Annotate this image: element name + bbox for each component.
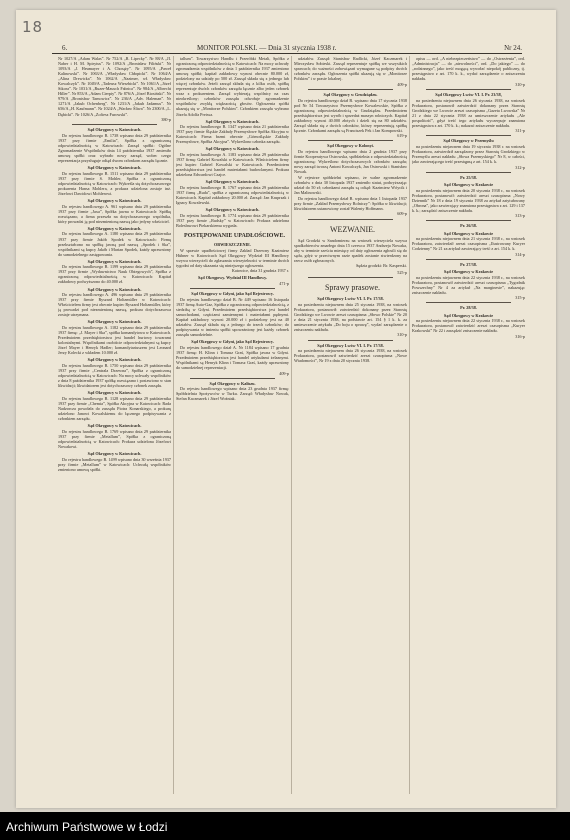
notice-heading: Pr. 26/38. bbox=[460, 223, 477, 229]
notice-paragraph: W sprawie upadłościowej firmy Zakład Drzewny Kazimierz Hübner w Katowicach Sąd Okręgowy Wydział III Handlowy wzywa wierzycieli do zgłaszania wierzytelności w terminie dwóch tygodni od daty ukazania się niniejszego ogłoszenia. bbox=[176, 247, 289, 268]
notice-reference: 314-p bbox=[515, 251, 525, 257]
notice-paragraph: Do rejestru handlowego A. 1182 wpisano dnia 29 października 1937 firmę: „J. Mayer i Ska”, spółka komandytowa w Katowicach. Przedmiotem przedsiębiorstwa jest handel hurtowy towarami kolonialnymi. Wspólnikami osobiście odpowiedzialnymi są kupcy Józef Mayer i Henryk Hadler; komandytariuszem jest Leonard Jerzy Kolecki z wkładem 10.000 zł. bbox=[58, 325, 171, 356]
notice-heading: Pr. 28/38. bbox=[460, 305, 477, 311]
notice-heading: Sąd Okręgowy w Grudziądzu. bbox=[323, 91, 378, 97]
header-page-number: 6. bbox=[62, 44, 68, 52]
notice-paragraph: Do rejestru handlowego B. 1750 wpisano dnia 29 października 1937 przy firmie „Centrala Drzewna”, Spółka z ograniczoną odpowiedzialnością w Katowicach: Na mocy uchwały wspólników z dnia 8 października 1937 spółkę rozwiązano i postawiono w stan likwidacji; likwidatorem jest dotychczasowy członek zarządu. bbox=[58, 362, 171, 389]
notice-paragraph: Do rejestru handlowego dział B. wpisano dnia 17 stycznia 1938 pod Nr 54 Towarzystwo Przemysłowe Kowalewskie, Spółka z ograniczoną odpowiedzialnością w Grudziądzu. Przedmiotem przedsiębiorstwa jest wyrób i sprzedaż maszyn rolniczych. Kapitał zakładowy wynosi 40.000 złotych i dzieli się na 80 udziałów. Zarząd składa się z dwóch członków, którzy reprezentują spółkę łącznie. Członkami zarządu są Franciszek Pek i Jan Kompowski. bbox=[294, 97, 407, 133]
header-title: MONITOR POLSKI. — Dnia 31 stycznia 1938 r. bbox=[197, 44, 337, 52]
notice-reference: 313-p bbox=[515, 213, 525, 219]
notice-paragraph: Do rejestru handlowego dział B. Nr 449 wpisano 16 listopada 1937 firmę Auto-Gaz, Spółka z ograniczoną odpowiedzialnością, z siedzibą w Gdyni. Przedmiotem przedsiębiorstwa jest handel samochodami, częściami zamiennymi i materiałami pędnymi. Kapitał zakładowy wynosi 20.000 zł i podzielony jest na 40 udziałów. Zarząd składa się z jednego do trzech członków; do podpisywania w imieniu spółki upoważniony jest każdy członek zarządu samodzielnie. bbox=[176, 296, 289, 337]
archive-footer-label: Archiwum Państwowe w Łodzi bbox=[6, 820, 168, 834]
notice-heading: Sąd Okręgowy w Katowicach. bbox=[87, 423, 142, 429]
notice-heading: Sąd Okręgowy. Wydział III Handlowy. bbox=[197, 275, 268, 281]
notice-paragraph: Do rejestru handlowego wpisano dnia 2 grudnia 1937 przy firmie Kooperatywa Ostrowska, spółdzielnia z odpowiedzialnością ograniczoną: Wykreślono dotychczasowych członków zarządu; nowy zarząd tworzą Antoni Kowalczyk, Jan Ostrowski i Stanisław Nowak. bbox=[294, 149, 407, 175]
header-rule bbox=[52, 53, 522, 54]
section-title: Sprawy prasowe. bbox=[324, 282, 381, 292]
notice-reference: 310-p bbox=[515, 81, 525, 87]
notice-reference: 380-p bbox=[161, 117, 171, 123]
notice-reference: Katowice, dnia 31 grudnia 1937 r. bbox=[231, 268, 289, 274]
notice-separator bbox=[308, 89, 393, 90]
notice-heading: Sąd Okręgowy w Katowicach. bbox=[205, 118, 260, 124]
notice-paragraph: udziałów. Zarząd: Stanisław Radlicki, Józef Kaczmarek i Mieczysław Sobieski. Zarząd reprezentuje spółkę we wszystkich sprawach; do ważności zobowiązań wymagane są podpisy dwóch członków zarządu. Ogłoszenia spółki ukazują się w „Monitorze Polskim” i w prasie lokalnej. bbox=[294, 56, 407, 82]
notice-paragraph: Do rejestru handlowego A. 961 wpisano dnia 29 października 1937 przy firmie „Jaxa”, Spółka jawna w Katowicach: Spółkę rozwiązano, a firma przeszła na dotychczasowego wspólnika, który prowadzi ją pod niezmienioną nazwą jako jedyny właściciel. bbox=[58, 203, 171, 224]
archive-footer-bar bbox=[0, 812, 570, 840]
notice-separator bbox=[190, 378, 275, 379]
notice-reference: 409-p bbox=[397, 81, 407, 87]
notice-reference: 316-p bbox=[515, 333, 525, 339]
text-column-2 bbox=[176, 56, 289, 794]
notice-heading: Sąd Okręgowy w Katowicach. bbox=[87, 390, 142, 396]
text-column-3 bbox=[294, 56, 407, 794]
notice-paragraph: na posiedzeniu niejawnem dnia 21 stycznia 1938 r., na wniosek Prokuratora, zatwierdził areszt czasopisma „Ilustrowany Kuryer Codzienny” Nr 21 za artykuł zawierający treść z art. 154 k. k. bbox=[412, 236, 525, 252]
notice-separator bbox=[190, 288, 275, 289]
notice-separator bbox=[308, 340, 393, 341]
notice-heading: Sąd Okręgowy w Katowicach. bbox=[87, 127, 142, 133]
section-subtitle: POSTĘPOWANIE UPADŁOŚCIOWE. bbox=[184, 232, 285, 239]
notice-heading: Sąd Okręgowy Lwów VI. I. Pr. 17/38. bbox=[317, 342, 384, 348]
notice-heading: Sąd Okręgowy w Krakowie bbox=[443, 230, 494, 236]
notice-heading: Sąd Okręgowy w Katowicach. bbox=[87, 198, 142, 203]
text-column-4 bbox=[412, 56, 525, 794]
notice-reference: 525-p bbox=[397, 269, 407, 275]
notice-heading: Sąd Okręgowy w Przemyślu bbox=[443, 138, 494, 144]
notice-heading: Sąd Okręgowy w Kolonyi. bbox=[327, 143, 374, 149]
notice-reference: 312-p bbox=[515, 164, 525, 170]
notice-separator bbox=[426, 259, 511, 260]
text-column-1 bbox=[58, 56, 171, 794]
notice-separator bbox=[426, 302, 511, 303]
notice-reference: 315-p bbox=[515, 295, 525, 301]
notice-heading: Sąd Okręgowy w Kaliszu. bbox=[209, 380, 256, 386]
notice-paragraph: Do rejestru handlowego B. 1128 wpisano dnia 29 października 1937 przy firmie „Chemia”, Spółka Akcyjna w Katowicach: Rada Nadzorcza powołała do zarządu Piotra Konarskiego, a prokurę udzielono Janowi Kowalskiemu do łącznego podpisywania z członkiem zarządu. bbox=[58, 395, 171, 422]
notice-heading: Pr. 25/38. bbox=[460, 174, 477, 180]
notice-heading: Sąd Okręgowy w Katowicach. bbox=[87, 450, 142, 456]
notice-paragraph: Do rejestru handlowego B. 1774 wpisano dnia 29 października 1937 przy firmie „Rudsky” w Katowicach: Prokura udzielona Bolesławowi Piekarskiemu wygasła. bbox=[176, 212, 289, 228]
notice-heading: Sąd Okręgowy w Katowicach. bbox=[87, 319, 142, 325]
notice-reference: 409-p bbox=[279, 370, 289, 376]
notice-heading: Sąd Okręgowy w Katowicach. bbox=[87, 286, 142, 292]
notice-paragraph: Do rejestru handlowego A. 1183 wpisano dnia 29 października 1937 firmę: Gabriel Kowalski w Katowicach. Właścicielem firmy jest kupiec Gabriel Kowalski w Katowicach. Przedmiotem przedsiębiorstwa jest handel materiałami budowlanymi. Prokura udzielona Edwardowi Czajce. bbox=[176, 152, 289, 178]
notice-heading: Sąd Okręgowy w Krakowie bbox=[443, 312, 494, 318]
notice-paragraph: Do rejestru handlowego wpisano dnia 23 grudnia 1937 firmę: Spółdzielnia Spożywców w Turku. Zarząd: Władysław Nowak, Stefan Kaczmarek i Józef Woźniak. bbox=[176, 386, 289, 402]
notice-heading: Sąd Okręgowy w Gdyni, jako Sąd Rejestrowy. bbox=[191, 339, 274, 345]
notice-paragraph: Do rejestru handlowego B. 1347 wpisano dnia 21 października 1937 przy firmie Śląskie Zakłady Przemysłowe Spółka Akcyjna w Katowicach: Firma brzmi obecnie „Górnośląskie Zakłady Przemysłowe, Spółka Akcyjna”. Wykreślono członka zarządu. bbox=[176, 124, 289, 145]
notice-reference: 311-p bbox=[515, 128, 525, 134]
notice-heading: OBWIESZCZENIE. bbox=[214, 241, 251, 247]
notice-heading: Sąd Okręgowy Lwów VI. I. Pr. 17/38. bbox=[317, 295, 384, 301]
notice-reference: 310-p bbox=[397, 332, 407, 338]
notice-heading: Sąd Okręgowy Lwów VI. I. Pr. 23/38, bbox=[435, 91, 502, 97]
notice-separator bbox=[72, 124, 157, 125]
notice-heading: Sąd Okręgowy w Katowicach. bbox=[205, 207, 260, 213]
column-divider bbox=[173, 56, 174, 794]
notice-reference: Sędzia grodzki: Br. Kasperski. bbox=[355, 263, 407, 269]
notice-separator bbox=[308, 277, 393, 278]
notice-paragraph: W rejestrze spółdzielni wpisano, że walne zgromadzenie członków z dnia 30 listopada 1937 zmieniło statut, podwyższając udział do 50 zł; członkami zarządu są odtąd: Kazimierz Wóycik i Jan Malinowski. bbox=[294, 174, 407, 196]
header-issue-number: Nr 24. bbox=[504, 44, 522, 52]
notice-separator bbox=[426, 172, 511, 173]
notice-heading: Sąd Okręgowy w Katowicach. bbox=[87, 357, 142, 363]
notice-heading: Sąd Okręgowy w Katowicach. bbox=[87, 258, 142, 264]
notice-paragraph: na posiedzeniu niejawnem dnia 25 stycznia 1938, na wniosek Prokuratora, postanowił: zatwierdzić dokonany przez Starostę Grodzkiego we Lwowie areszt czasopisma „Słowo Polskie” Nr 20 z dnia 21 stycznia 1938, na podstawie art. 154 § 1 k. k. za umieszczenie artykułu „Do boju o sprawę”, wydać zarządzenie o zniszczeniu nakładu. bbox=[294, 301, 407, 332]
notice-paragraph: Do rejestru handlowego B. 1769 wpisano dnia 29 października 1937 przy firmie „Metallum”, Spółka z ograniczoną odpowiedzialnością w Katowicach: Prokura udzielona Józefowi Nowakowi. bbox=[58, 428, 171, 449]
notice-paragraph: Do rejestru handlowego B. 1199 wpisano dnia 29 października 1937 przy firmie „Wydawnictwo Nauk Obiegowych”, Spółka z ograniczoną odpowiedzialnością w Katowicach: Kapitał zakładowy podwyższono do 40.000 zł. bbox=[58, 264, 171, 285]
notice-paragraph: na posiedzeniu niejawnem dnia 19 stycznia 1938 r. na wniosek Prokuratora, zatwierdził zarządzony przez Starostę Grodzkiego w Przemyślu areszt nakładu „Słowa Przemyskiego” Nr 8, w całości, jako zawierającego treść przestępną z art. 154 k. k. bbox=[412, 144, 525, 165]
notice-paragraph: Do rejestru handlowego dział A. Nr 1184 wpisano 17 grudnia 1937 firmę: H. Klinn i Tomasz Graś, Spółka jawna w Gdyni. Przedmiotem przedsiębiorstwa jest handel artykułami żelaznymi. Wspólnikami są Henryk Klinn i Tomasz Graś, każdy uprawniony do samodzielnej reprezentacji. bbox=[176, 344, 289, 370]
notice-separator bbox=[426, 220, 511, 221]
notice-heading: Sąd Okręgowy w Katowicach. bbox=[87, 225, 142, 231]
notice-paragraph: tallum”. Towarzystwo Handlu i Przeróbki Metali, Spółka z ograniczoną odpowiedzialnością w Katowicach: Na mocy uchwały zgromadzenia wspólników z dnia 1 października 1937 zmieniono umowę spółki; kapitał zakładowy wynosi obecnie 80.000 zł, podzielony na udziały po 500 zł. Zarząd składa się z jednego lub więcej członków. Jeżeli zarząd składa się z kilku osób, spółkę reprezentuje dwóch członków zarządu łącznie albo jeden członek wraz z prokurentem. Zarząd wybierają wspólnicy na czas nieokreślony; członków zarządu odwołuje zgromadzenie wspólników zwykłą większością głosów. Ogłoszenia spółki ukazują się w „Monitorze Polskim”. Członkiem zarządu wybrano Józefa Adolfa Preissa. bbox=[176, 56, 289, 117]
notice-separator bbox=[426, 135, 511, 136]
notice-separator bbox=[426, 89, 511, 90]
notice-heading: Sąd Okręgowy w Gdyni, jako Sąd Rejestrowy. bbox=[191, 291, 274, 297]
notice-paragraph: Do rejestru handlowego A. 496 wpisano dnia 29 października 1937 przy firmie Ryszard Holtzmüller w Katowicach: Właścicielem firmy jest obecnie kupiec Ryszard Holtzmüller, który ją prowadzi pod niezmienioną nazwą, prokura dotychczasowa zostaje utrzymana. bbox=[58, 292, 171, 318]
section-title: WEZWANIE. bbox=[329, 224, 376, 234]
notice-paragraph: na posiedzeniu niejawnem dnia 26 stycznia 1938, na wniosek Prokuratora, postanowił zatwierdzić areszt czasopisma „Nowe Wiadomości”, Nr 19 z dnia 20 stycznia 1938. bbox=[294, 348, 407, 364]
notice-paragraph: Do rejestru handlowego dział B. wpisano dnia 1 listopada 1937 przy firmie „Zakład Przemysłowy Rolniczy”: Spółka w likwidacji; likwidatorem ustanowiony został Walenty Hoffmann. bbox=[294, 195, 407, 211]
notice-paragraph: na posiedzeniu niejawnem dnia 26 stycznia 1938, na wniosek Prokuratora, postanowił zatwierdzić dokonany przez Starostę Grodzkiego we Lwowie areszt czasopisma „Gazeta Lwowska” Nr 21 z dnia 22 stycznia 1938 za umieszczenie artykułu „Ale pospolitość”, gdyż treść tego artykułu wyczerpuje znamiona przestępstwa z art. 170 k. k.; nakazać zniszczenie nakładu. bbox=[412, 97, 525, 128]
notice-paragraph: na posiedzeniu niejawnem dnia 22 stycznia 1938 r., na wniosek Prokuratora, postanowił zatwierdzić areszt czasopisma „Kuryer Krakowski” Nr 22 i zarządzić zniszczenie nakładu. bbox=[412, 318, 525, 334]
notice-heading: Sąd Okręgowy w Katowicach. bbox=[205, 179, 260, 185]
notice-paragraph: Do rejestru handlowego B. 1499 wpisano dnia 30 września 1937 przy firmie „Metallum” w Katowicach: Uchwałą wspólników zmieniono umowę spółki. bbox=[58, 456, 171, 472]
notice-paragraph: Do rejestru handlowego A. 1180 wpisano dnia 29 października 1937 przy firmie Jakób Spodek w Katowicach: Firmę przekształcono na spółkę jawną pod nazwą „Spodek i Ska”, wspólnikami są kupcy Jakób i Marian Spodek, każdy uprawniony do samodzielnego zastępowania. bbox=[58, 231, 171, 257]
notice-paragraph: Do rejestru handlowego B. 1767 wpisano dnia 29 października 1937 firmę „Ruda”, spółka z ograniczoną odpowiedzialnością w Katowicach. Kapitał zakładowy 20.000 zł. Zarząd: Jan Kasprzak i Ignacy Kowalewski. bbox=[176, 184, 289, 206]
firm-list: Nr 1027/A „Adam Walas”. Nr 752/A „R. Lipecky”. Nr 88/A „JI. Naber i H. M. Spirytus”. Nr 1092/A „Bronisław Filiński”. Nr 1093/A „J. Heumayer i A. Chorąży”. Nr 1095/A „Paweł Kalinowski”. Nr 1063/A „Władysław Chłopicki”. Nr 1064/A „Alina Drewicka”. Nr 1062/A „Nazimer, wł. Władysław Kowalczyk”. Nr 1049/A „Tadeusz Wierzbicki”. Nr 1061/A „Józef Sikora”. Nr 1031/A „Ruzer-Mausch Fabrica”. Nr 984/A „Albrecht Hiller”. Nr 853/A „Adam Cierpiy”. Nr 876/A „Józef Biosiński”. Nr 979/A „Bronisław Tarnowicz”. Nr 236/A „Adv. Haleman”. Nr 1271/A „Jakub Ochenberg”. Nr 1231/A „Jakub Jadamus”. Nr 656/A „H. Kaufmann”. Nr 1024/A „Wacław Śliwa”. Nr 2300/A „L. Dębicki”. Nr 1026/A „Zofiesz Furowski”. bbox=[58, 56, 171, 117]
notice-heading: Sąd Okręgowy w Katowicach. bbox=[205, 146, 260, 152]
notice-reference: 609-p bbox=[397, 211, 407, 217]
notice-paragraph: na posiedzeniu niejawnem dnia 22 stycznia 1938 r., na wniosek Prokuratora, postanowił zatwierdzić areszt czasopisma „Tygodnik Powszechny” Nr 4 za artykuł „Na marginesie”, nakazując zniszczenie nakładu. bbox=[412, 274, 525, 295]
column-divider bbox=[409, 56, 410, 794]
notice-paragraph: Sąd Grodzki w Sandomierzu na wniosek wierzyciela wzywa spadkobierców zmarłego dnia 15 czerwca 1937 Andrzeja Nowaka, aby w terminie sześciu miesięcy od daty ogłoszenia zgłosili się do sądu, gdyż w przeciwnym razie spadek zostanie stwierdzony na rzecz osób zgłoszonych. bbox=[294, 237, 407, 263]
column-divider bbox=[291, 56, 292, 794]
notice-paragraph: Do rejestru handlowego B. 1511 wpisano dnia 29 października 1937 przy firmie S. Mohler, Spółka z ograniczoną odpowiedzialnością w Katowicach: Wykreśla się dotychczasowego prokurenta Hansa Mohlera, a prokura udzielona zostaje inż. Józefowi Dawidowi Mohlerowi. bbox=[58, 170, 171, 196]
notice-separator bbox=[308, 219, 393, 220]
notice-heading: Sąd Okręgowy w Krakowie bbox=[443, 181, 494, 187]
notice-reference: 619-p bbox=[397, 133, 407, 139]
notice-heading: Sąd Okręgowy w Krakowie bbox=[443, 268, 494, 274]
notice-paragraph: opisu — ord. „A niebezpieczeństwo” — do „Ostrzeżenia”, ord. „Administracja” — do „niewolności”, ord. „Do jakiego” — do „rodzinnego”, jako treść mogącą wywołać niepokój publiczny, tj. przestępstwo z art. 170 k. k., wydać zarządzenie o zniszczeniu nakładu. bbox=[412, 56, 525, 82]
pencil-page-mark: 18 bbox=[22, 18, 44, 36]
notice-separator bbox=[308, 140, 393, 141]
notice-heading: Sąd Okręgowy w Katowicach. bbox=[87, 165, 142, 171]
notice-reference: 471-p bbox=[279, 280, 289, 286]
notice-paragraph: na posiedzeniu niejawnem dnia 20 stycznia 1938 r., na wniosek Prokuratora, postanowił: zatwierdzić areszt czasopisma „Nowy Dziennik” Nr 18 z dnia 19 stycznia 1938 za artykuł zatytułowany „Obrona”, jako zawierający znamiona przestępstwa z art. 129 i 137 k. k.; zarządzić zniszczenie nakładu. bbox=[412, 187, 525, 213]
notice-paragraph: Do rejestru handlowego B. 1738 wpisano dnia 29 października 1937 przy firmie „Emilia”, Spółka z ograniczoną odpowiedzialnością w Katowicach: Zarząd spółki: Ogólne Zgromadzenie Wspólników dnia 14 października 1937 zmieniło umowę spółki oraz wybrało nowy zarząd, wobec czego reprezentacja przysługuje odtąd dwom członkom zarządu łącznie. bbox=[58, 132, 171, 164]
notice-heading: Pr. 27/38. bbox=[460, 261, 477, 267]
